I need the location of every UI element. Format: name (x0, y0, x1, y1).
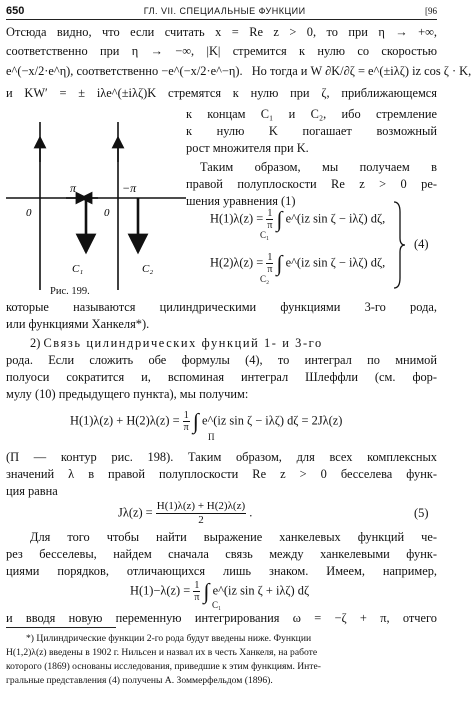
text-line: циями порядков, отличающихся лишь знаком. Имеем, например, (6, 564, 437, 578)
text-line: мулу (10) предыдущего пункта), мы получим: (6, 387, 249, 401)
figure-199-contours (6, 112, 186, 300)
text-line: рез бесселевы, найдем сначала связь между ханкелевыми функ- (6, 547, 437, 561)
header-rule (6, 19, 437, 20)
text-line: и вводя новую переменную интегрирования ω = −ζ + π, отчего (6, 611, 437, 625)
text-line: Таким образом, мы получаем в (200, 160, 437, 174)
text-line: к концам C₁ и C₂, ибо стремление (186, 107, 437, 121)
contour-label: Π (208, 432, 215, 442)
text-line: правой полуплоскости Re z > 0 ре- (186, 177, 437, 191)
eq-lhs: H(1)λ(z) = (210, 211, 264, 226)
page-number: 650 (6, 5, 25, 17)
integral-sign: ∫ (276, 250, 283, 276)
contour-label: C₁ (212, 600, 222, 610)
text-line: к нулю K погашает возможный (186, 124, 437, 138)
integral-sign: ∫ (203, 578, 210, 604)
item-number: 2) (30, 336, 41, 350)
fraction: $\frac{1}{\pi}$ (267, 252, 273, 275)
equation-number: (4) (414, 237, 429, 251)
text-line: полуоси сократится и, вспоминая интеграл Шлеффли (см. фор- (6, 370, 437, 384)
eq-lhs: H(2)λ(z) = (210, 255, 264, 270)
equation-h2 (210, 252, 385, 275)
section-mark: [96 (425, 6, 437, 16)
label-c2: C₂ (142, 263, 154, 275)
label-zero: 0 (26, 207, 32, 219)
text-line: шения уравнения (1) (186, 194, 296, 208)
text-line: рост множителя при K. (186, 141, 309, 155)
footnote-line: которого (1869) основаны исследования, приведшие к этим функциям. Инте- (6, 661, 321, 672)
equation-sum (70, 410, 342, 433)
eq-lhs: H(1)λ(z) + H(2)λ(z) = (70, 413, 180, 428)
eq-rhs: e^(iz sin ζ − iλζ) dζ = 2Jλ(z) (201, 413, 343, 428)
contour-label: C₂ (260, 274, 270, 284)
integral-sign: ∫ (276, 206, 283, 232)
label-neg-pi: −π (122, 181, 137, 195)
footnote-line: *) Цилиндрические функции 2-го рода будут введены ниже. Функции (26, 633, 312, 644)
text-line: соответственно при η → −∞, |K| стремится к нулю со скоростью (6, 44, 437, 58)
fraction: $\frac{1}{\pi}$ (267, 208, 273, 231)
text-line: (Π — контур рис. 198). Таким образом, для всех комплексных (6, 450, 437, 464)
fraction: $\frac{1}{\pi}$ (194, 580, 200, 603)
text-line (6, 64, 471, 79)
text-line: значений λ в правой полуплоскости Re z > 0 бесселева функ- (6, 467, 437, 481)
eq-lhs: H(1)−λ(z) = (130, 583, 191, 598)
figure-caption: Рис. 199. (50, 286, 90, 297)
text-line: Для того чтобы найти выражение ханкелевых функций че- (30, 530, 437, 544)
text-line: и KW′ = ± iλe^(±iλζ)K стремятся к нулю при ζ, приближающемся (6, 86, 437, 100)
label-zero: 0 (104, 207, 110, 219)
right-brace (392, 200, 406, 290)
eq-lhs: Jλ(z) = (118, 505, 153, 520)
footnote-rule (6, 627, 116, 628)
eq-rhs: e^(iz sin ζ − iλζ) dζ, (285, 255, 386, 270)
text-line: Отсюда видно, что если считать x = Re z > 0, то при η → +∞, (6, 25, 437, 39)
text-line: ция равна (6, 484, 58, 498)
equation-number: (5) (414, 506, 429, 520)
label-c1: C₁ (72, 263, 84, 275)
fraction: $\frac{H(1)\lambda(z) + H(2)\lambda(z)}{2}$ (156, 500, 246, 526)
running-title: ГЛ. VII. СПЕЦИАЛЬНЫЕ ФУНКЦИИ (143, 6, 306, 16)
spaced-heading: Связь цилиндрических функций 1- и 3-го (43, 336, 323, 350)
text-line: или функциями Ханкеля*). (6, 317, 150, 331)
running-header (6, 4, 437, 18)
eq-rhs: e^(iz sin ζ + iλζ) dζ (212, 583, 310, 598)
contour-label: C₁ (260, 230, 270, 240)
integral-sign: ∫ (192, 408, 199, 434)
fraction: $\frac{1}{\pi}$ (183, 410, 189, 433)
label-pi: π (70, 181, 77, 195)
text-line (30, 336, 437, 351)
equation-j: Jλ(z) = $\frac{H(1)\lambda(z) + H(2)\lambda(z)}{2}$ . (118, 500, 253, 526)
equation-h1 (210, 208, 385, 231)
text-line: рода. Если сложить обе формулы (4), то интеграл по мнимой (6, 353, 437, 367)
eq-rhs: e^(iz sin ζ − iλζ) dζ, (285, 211, 386, 226)
text-line: которые называются цилиндрическими функциями 3-го рода, (6, 300, 437, 314)
footnote-line: гральные представления (4) получены А. Зоммерфельдом (1896). (6, 675, 273, 686)
text-fragment: Но тогда и W ∂K/∂ζ = e^(±iλζ) iz cos ζ · K, (251, 64, 471, 78)
footnote-line: H(1,2)λ(z) введены в 1902 г. Нильсен и назвал их в честь Ханкеля, на работе (6, 647, 318, 658)
text-fragment: e^(−x/2·e^η), соответственно −e^(−x/2·e^−η). (6, 64, 243, 78)
